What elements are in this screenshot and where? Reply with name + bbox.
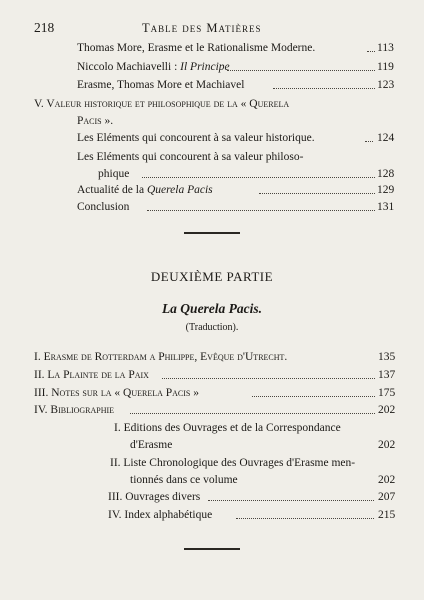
toc-entry: Thomas More, Erasme et le Rationalisme Moderne. 113 <box>77 42 394 54</box>
part-title: DEUXIÈME PARTIE <box>150 269 274 284</box>
toc-subentry-line2: d'Erasme 202 <box>130 439 396 451</box>
toc-entry-line2: phique 128 <box>98 168 395 180</box>
toc-entry-line1: Les Eléments qui concourent à sa valeur philoso- <box>77 151 304 163</box>
toc-entry: Les Eléments qui concourent à sa valeur historique. 124 <box>77 132 395 144</box>
toc-subentry-line1: II. Liste Chronologique des Ouvrages d'Erasme men- <box>110 457 356 469</box>
toc-entry: IV. Bibliographie 202 <box>34 404 396 416</box>
toc-subentry-line1: I. Editions des Ouvrages et de la Correspondance <box>114 422 341 434</box>
part-subtitle: La Querela Pacis. <box>161 301 263 316</box>
divider-rule <box>184 548 240 550</box>
toc-entry: Niccolo Machiavelli : Il Principe 119 <box>77 61 394 73</box>
running-title: Table des Matières <box>142 21 262 35</box>
toc-subentry: III. Ouvrages divers 207 <box>108 491 396 503</box>
toc-section-heading: V. Valeur historique et philosophique de la « Querela <box>34 98 290 110</box>
divider-rule <box>184 232 240 234</box>
toc-section-heading-cont: Pacis ». <box>77 115 114 127</box>
toc-subentry: IV. Index alphabétique 215 <box>108 509 396 521</box>
toc-entry: Erasme, Thomas More et Machiavel 123 <box>77 79 395 91</box>
toc-entry: Actualité de la Querela Pacis 129 <box>77 184 395 196</box>
toc-entry: II. La Plainte de la Paix 137 <box>34 369 396 381</box>
toc-entry: III. Notes sur la « Querela Pacis » 175 <box>34 387 396 399</box>
toc-entry: Conclusion 131 <box>77 201 395 213</box>
page-number: 218 <box>34 20 55 35</box>
toc-subentry-line2: tionnés dans ce volume 202 <box>130 474 396 486</box>
part-note: (Traduction). <box>185 322 239 333</box>
toc-entry: I. Erasme de Rotterdam a Philippe, Evêque d'Utrecht. 135 <box>34 351 396 363</box>
